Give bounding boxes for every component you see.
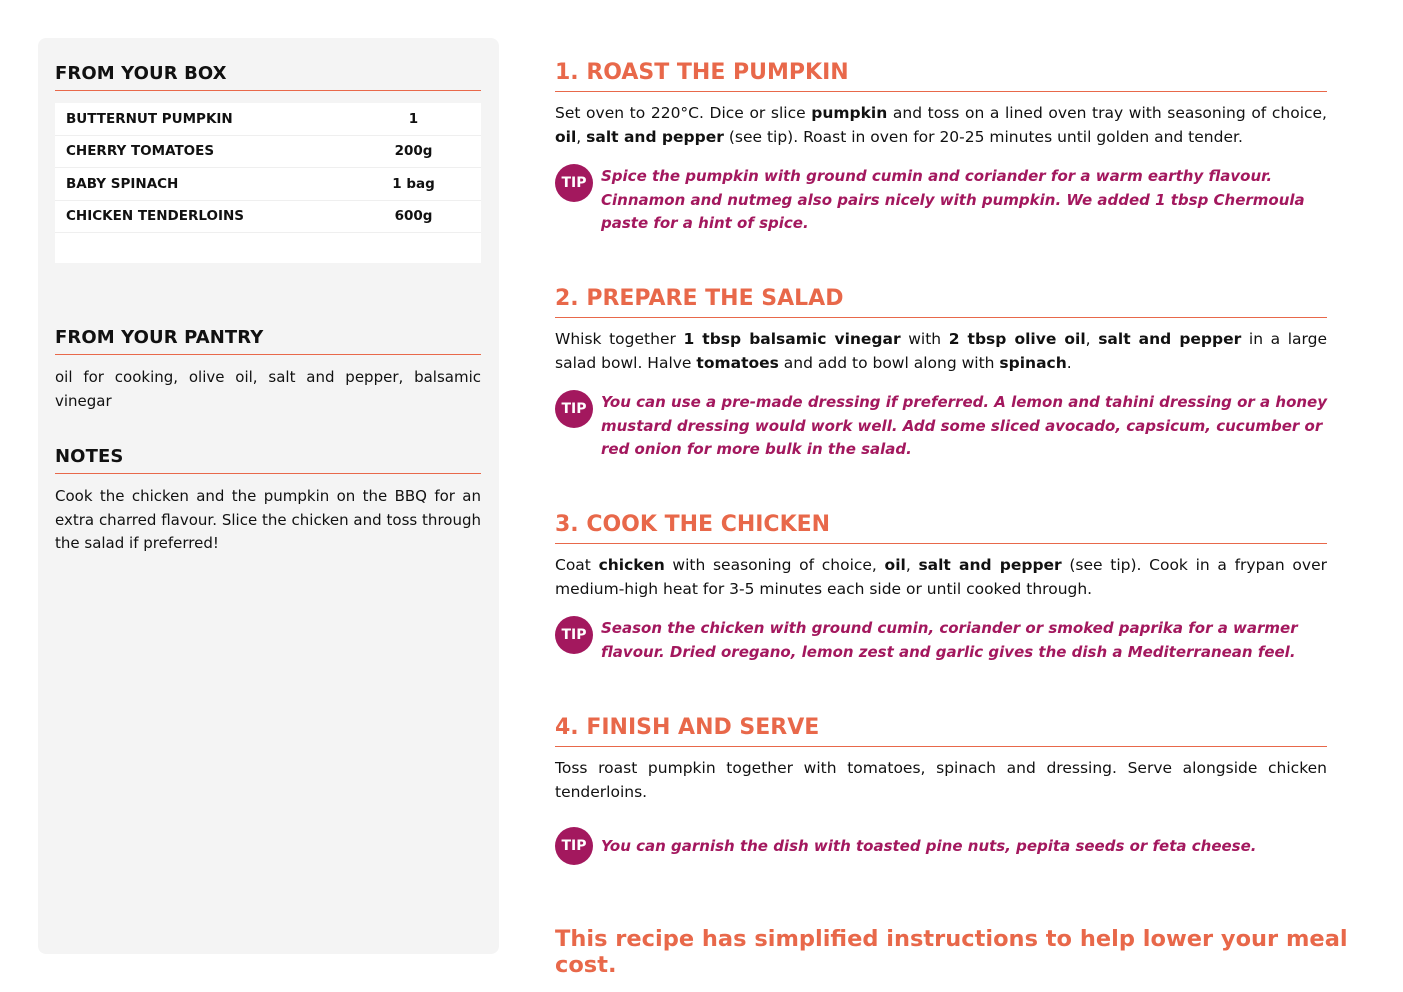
step-1 [555, 60, 1327, 236]
text-run: , [576, 127, 587, 146]
tip-badge-icon: TIP [555, 390, 593, 428]
text-run: . [1066, 353, 1072, 372]
text-run: Toss roast pumpkin together with tomatoes, spinach and dressing. Serve alongside chicken tenderloins. [555, 759, 1327, 801]
step-text [555, 328, 1327, 375]
step-4 [555, 715, 1327, 866]
step-title: 4. FINISH AND SERVE [555, 715, 1327, 747]
ingredient-name: CHERRY TOMATOES [66, 143, 215, 160]
from-your-pantry-section [55, 327, 481, 413]
text-run: , [1085, 330, 1099, 348]
footer-note: This recipe has simplified instructions to help lower your meal cost. [555, 926, 1348, 978]
tip-text: You can garnish the dish with toasted pine nuts, pepita seeds or feta cheese. [601, 837, 1257, 855]
table-row [55, 136, 481, 169]
from-your-box-section [55, 63, 481, 263]
step-title: 1. ROAST THE PUMPKIN [555, 60, 1327, 92]
ingredient-qty: 600g [394, 208, 433, 225]
step-3 [555, 512, 1327, 664]
tip-badge-icon: TIP [555, 616, 593, 654]
text-run: and add to bowl along with [778, 353, 1000, 372]
text-run: Coat [555, 556, 599, 574]
text-run-bold: salt and pepper [586, 127, 724, 146]
ingredient-name: BUTTERNUT PUMPKIN [66, 110, 233, 127]
text-run-bold: tomatoes [696, 353, 779, 372]
notes-section [55, 446, 481, 556]
text-run-bold: spinach [999, 353, 1067, 372]
table-empty-row [55, 233, 481, 263]
step-title: 3. COOK THE CHICKEN [555, 512, 1327, 544]
table-row [55, 201, 481, 234]
from-your-pantry-title: FROM YOUR PANTRY [55, 327, 481, 355]
text-run: in a large salad bowl. Halve [555, 330, 1327, 372]
tip-block [555, 391, 1327, 462]
ingredient-qty: 1 [408, 110, 419, 127]
text-run-bold: oil [555, 127, 577, 146]
text-run: with seasoning of choice, [664, 556, 885, 574]
ingredient-qty: 1 bag [392, 175, 435, 192]
text-run-bold: oil [884, 556, 906, 574]
text-run: Whisk together [555, 330, 684, 348]
text-run-bold: 2 tbsp olive oil [948, 330, 1086, 348]
tip-block [555, 165, 1327, 236]
text-run-bold: 1 tbsp balsamic vinegar [683, 330, 901, 348]
text-run-bold: chicken [598, 556, 665, 574]
table-row [55, 103, 481, 136]
tip-block [555, 617, 1327, 664]
ingredient-name: BABY SPINACH [66, 175, 179, 192]
step-text [555, 757, 1327, 804]
text-run-bold: salt and pepper [1098, 330, 1242, 348]
text-run: , [905, 556, 919, 574]
table-row [55, 168, 481, 201]
notes-title: NOTES [55, 446, 481, 474]
sidebar-panel [38, 38, 499, 954]
text-run: (see tip). Cook in a frypan over medium-high heat for 3-5 minutes each side or until cooked through. [555, 556, 1327, 598]
ingredient-name: CHICKEN TENDERLOINS [66, 208, 245, 225]
text-run: Set oven to 220°C. Dice or slice [555, 104, 812, 122]
text-run-bold: pumpkin [811, 104, 888, 122]
ingredients-table [55, 103, 481, 263]
text-run-bold: salt and pepper [918, 556, 1062, 574]
text-run: (see tip). Roast in oven for 20-25 minutes until golden and tender. [723, 127, 1243, 146]
tip-block [555, 828, 1327, 866]
tip-badge-icon: TIP [555, 164, 593, 202]
step-title: 2. PREPARE THE SALAD [555, 286, 1327, 318]
ingredient-qty: 200g [394, 143, 433, 160]
from-your-box-title: FROM YOUR BOX [55, 63, 481, 91]
text-run: and toss on a lined oven tray with seasoning of choice, [887, 104, 1327, 122]
step-text [555, 554, 1327, 601]
tip-text: You can use a pre-made dressing if preferred. A lemon and tahini dressing or a honey mustard dressing would work well. Add some sliced avocado, capsicum, cucumber or red onion for more bulk in the salad. [601, 393, 1328, 458]
step-2 [555, 286, 1327, 462]
tip-text: Season the chicken with ground cumin, coriander or smoked paprika for a warmer flavour. Dried oregano, lemon zest and garlic gives the dish a Mediterranean feel. [601, 619, 1298, 661]
tip-badge-icon: TIP [555, 827, 593, 865]
notes-text: Cook the chicken and the pumpkin on the BBQ for an extra charred flavour. Slice the chicken and toss through the salad if preferred! [55, 487, 481, 552]
tip-text: Spice the pumpkin with ground cumin and coriander for a warm earthy flavour. Cinnamon and nutmeg also pairs nicely with pumpkin. We added 1 tbsp Chermoula paste for a hint of spice. [601, 167, 1305, 232]
text-run: with [900, 330, 949, 348]
step-text [555, 102, 1327, 149]
pantry-text: oil for cooking, olive oil, salt and pepper, balsamic vinegar [55, 368, 481, 410]
